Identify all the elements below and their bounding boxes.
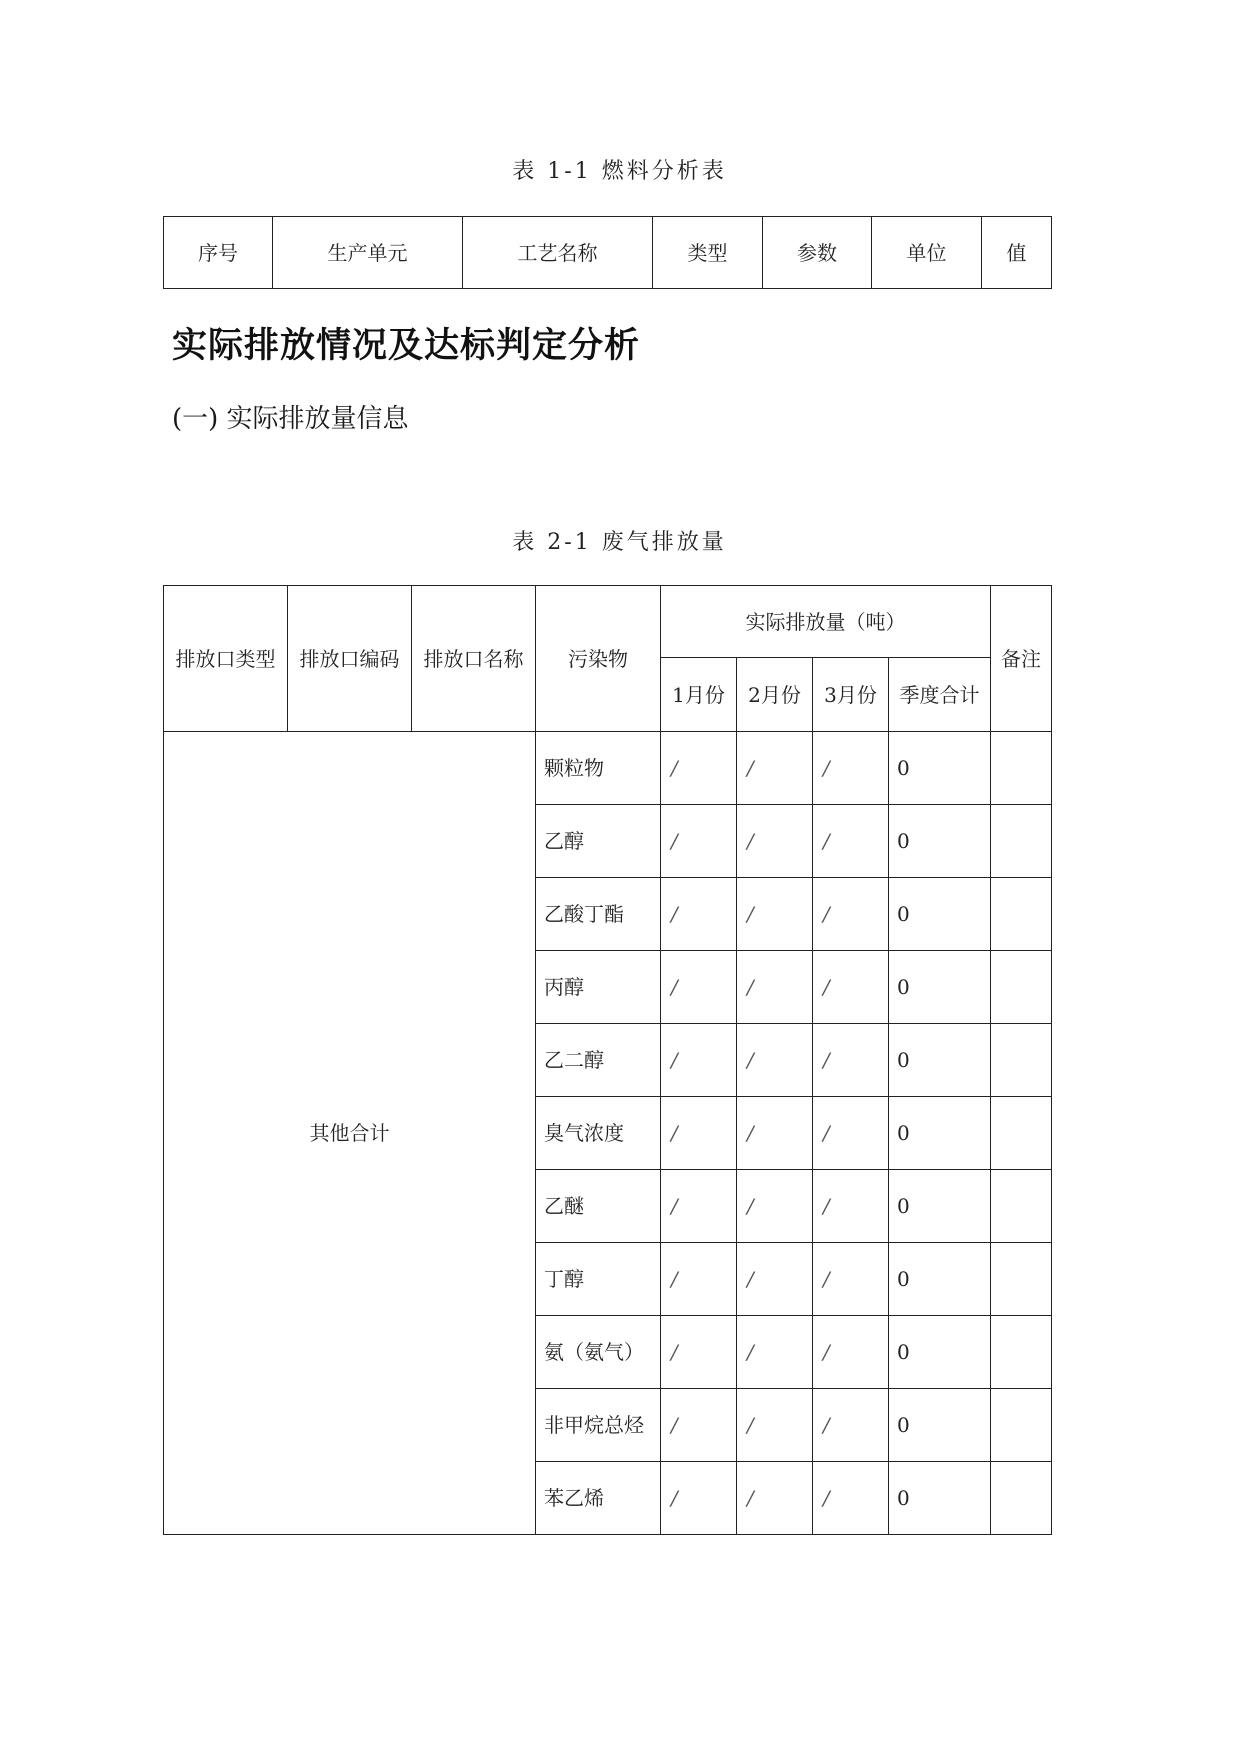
remark-cell <box>991 1097 1052 1170</box>
month-3-cell: / <box>813 1462 889 1535</box>
quarter-total-cell: 0 <box>889 951 991 1024</box>
month-1-cell: / <box>661 951 737 1024</box>
month-3-cell: / <box>813 1389 889 1462</box>
month-2-cell: / <box>737 1316 813 1389</box>
pollutant-cell: 丙醇 <box>536 951 661 1024</box>
header-unit: 单位 <box>872 217 982 289</box>
pollutant-cell: 乙二醇 <box>536 1024 661 1097</box>
section-subheading: (一) 实际排放量信息 <box>172 404 409 434</box>
table1-caption: 表 1-1 燃料分析表 <box>512 159 727 184</box>
quarter-total-cell: 0 <box>889 1170 991 1243</box>
pollutant-cell: 乙酸丁酯 <box>536 878 661 951</box>
quarter-total-cell: 0 <box>889 1243 991 1316</box>
quarter-total-cell: 0 <box>889 1097 991 1170</box>
table-row <box>164 732 1052 805</box>
remark-cell <box>991 1462 1052 1535</box>
pollutant-cell: 臭气浓度 <box>536 1097 661 1170</box>
remark-cell <box>991 1243 1052 1316</box>
month-3-cell: / <box>813 732 889 805</box>
header-parameter: 参数 <box>763 217 872 289</box>
header-remark: 备注 <box>991 586 1052 732</box>
month-1-cell: / <box>661 878 737 951</box>
month-2-cell: / <box>737 951 813 1024</box>
month-3-cell: / <box>813 1024 889 1097</box>
table2-header-row-1 <box>164 586 1052 658</box>
quarter-total-cell: 0 <box>889 1389 991 1462</box>
month-2-cell: / <box>737 878 813 951</box>
month-2-cell: / <box>737 1097 813 1170</box>
header-pollutant: 污染物 <box>536 586 661 732</box>
quarter-total-cell: 0 <box>889 1024 991 1097</box>
header-outlet-type: 排放口类型 <box>164 586 288 732</box>
quarter-total-cell: 0 <box>889 732 991 805</box>
fuel-analysis-table <box>163 216 1052 289</box>
remark-cell <box>991 732 1052 805</box>
month-3-cell: / <box>813 878 889 951</box>
table2-body <box>164 732 1052 1535</box>
header-type: 类型 <box>653 217 763 289</box>
month-1-cell: / <box>661 732 737 805</box>
outlet-group-label: 其他合计 <box>164 732 536 1535</box>
month-3-cell: / <box>813 1243 889 1316</box>
month-3-cell: / <box>813 951 889 1024</box>
month-1-cell: / <box>661 1389 737 1462</box>
pollutant-cell: 氨（氨气） <box>536 1316 661 1389</box>
remark-cell <box>991 951 1052 1024</box>
pollutant-cell: 颗粒物 <box>536 732 661 805</box>
pollutant-cell: 丁醇 <box>536 1243 661 1316</box>
month-1-cell: / <box>661 1462 737 1535</box>
month-3-cell: / <box>813 805 889 878</box>
table2-caption: 表 2-1 废气排放量 <box>512 530 727 555</box>
section-heading: 实际排放情况及达标判定分析 <box>172 326 641 366</box>
quarter-total-cell: 0 <box>889 1462 991 1535</box>
header-actual-emission: 实际排放量（吨） <box>661 586 991 658</box>
remark-cell <box>991 1170 1052 1243</box>
header-outlet-name: 排放口名称 <box>412 586 536 732</box>
pollutant-cell: 乙醚 <box>536 1170 661 1243</box>
header-month-3: 3月份 <box>813 658 889 732</box>
remark-cell <box>991 805 1052 878</box>
month-1-cell: / <box>661 1243 737 1316</box>
remark-cell <box>991 1316 1052 1389</box>
month-2-cell: / <box>737 805 813 878</box>
table1-header-row <box>164 217 1052 289</box>
header-value: 值 <box>982 217 1052 289</box>
quarter-total-cell: 0 <box>889 805 991 878</box>
pollutant-cell: 苯乙烯 <box>536 1462 661 1535</box>
pollutant-cell: 非甲烷总烃 <box>536 1389 661 1462</box>
month-3-cell: / <box>813 1097 889 1170</box>
month-1-cell: / <box>661 1024 737 1097</box>
month-2-cell: / <box>737 732 813 805</box>
month-2-cell: / <box>737 1462 813 1535</box>
remark-cell <box>991 878 1052 951</box>
month-1-cell: / <box>661 1097 737 1170</box>
month-1-cell: / <box>661 1170 737 1243</box>
header-process-name: 工艺名称 <box>463 217 653 289</box>
header-month-1: 1月份 <box>661 658 737 732</box>
month-1-cell: / <box>661 805 737 878</box>
pollutant-cell: 乙醇 <box>536 805 661 878</box>
month-3-cell: / <box>813 1316 889 1389</box>
month-3-cell: / <box>813 1170 889 1243</box>
exhaust-emission-table <box>163 585 1052 1535</box>
header-month-2: 2月份 <box>737 658 813 732</box>
month-2-cell: / <box>737 1024 813 1097</box>
month-2-cell: / <box>737 1389 813 1462</box>
quarter-total-cell: 0 <box>889 878 991 951</box>
quarter-total-cell: 0 <box>889 1316 991 1389</box>
header-seq: 序号 <box>164 217 273 289</box>
header-outlet-code: 排放口编码 <box>288 586 412 732</box>
month-2-cell: / <box>737 1170 813 1243</box>
remark-cell <box>991 1389 1052 1462</box>
remark-cell <box>991 1024 1052 1097</box>
header-quarter-total: 季度合计 <box>889 658 991 732</box>
month-1-cell: / <box>661 1316 737 1389</box>
month-2-cell: / <box>737 1243 813 1316</box>
header-production-unit: 生产单元 <box>273 217 463 289</box>
